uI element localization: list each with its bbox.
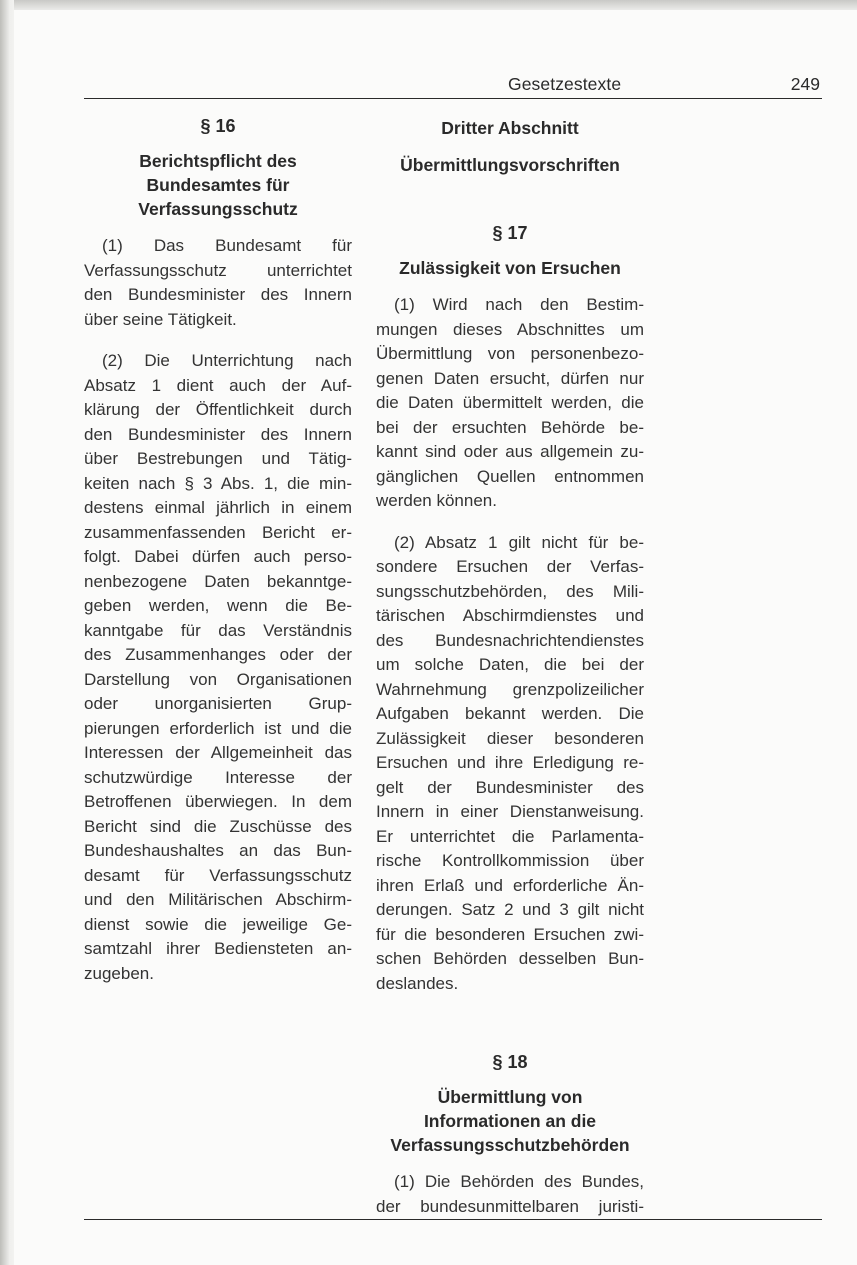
text-line: der bundesunmittelbaren juristi- — [376, 1196, 644, 1216]
footer-rule — [84, 1219, 822, 1220]
text-line: sungsschutzbehörden, des Mili- — [376, 581, 644, 601]
text-line: Darstellung von Organisationen — [84, 669, 352, 689]
scan-shadow-left — [0, 0, 14, 1265]
left-column — [84, 110, 352, 986]
text-line: über seine Tätigkeit. — [84, 309, 237, 329]
text-line: des Bundesnachrichtendienstes — [376, 630, 644, 650]
text-line: (2) Absatz 1 gilt nicht für be- — [394, 532, 644, 552]
text-line: zugeben. — [84, 963, 154, 983]
section-heading-17: Zulässigkeit von Ersuchen — [399, 258, 621, 278]
text-line: Zulässigkeit dieser besonderen — [376, 728, 644, 748]
text-line: zusammenfassenden Bericht er- — [84, 522, 352, 542]
running-title: Gesetzestexte — [508, 74, 622, 94]
text-line: bei der ersuchten Behörde be- — [376, 417, 644, 437]
heading-line: Übermittlung von — [437, 1087, 583, 1107]
text-line: (1) Das Bundesamt für — [102, 236, 352, 255]
text-line: und den Militärischen Abschirm- — [84, 890, 352, 909]
text-line: Interessen der Allgemeinheit das — [84, 743, 352, 762]
text-line: kanntgabe für das Verständnis — [84, 620, 352, 640]
text-line: für die besonderen Ersuchen zwi- — [376, 924, 644, 944]
text-line: folgt. Dabei dürfen auch perso- — [84, 547, 352, 566]
text-line: ihren Erlaß und erforderliche Än- — [376, 875, 644, 895]
text-line: tärischen Abschirmdienstes und — [376, 606, 644, 625]
text-line: keiten nach § 3 Abs. 1, die min- — [84, 473, 352, 493]
heading-line: Informationen an die — [423, 1111, 597, 1131]
text-line: geben werden, wenn die Be- — [84, 596, 352, 615]
section-number-18: § 18 — [492, 1052, 528, 1072]
text-line: (1) Wird nach den Bestim- — [394, 295, 644, 314]
heading-line: Bundesamtes für — [146, 175, 290, 195]
text-line: sondere Ersuchen der Verfas- — [376, 557, 644, 576]
text-line: um solche Daten, die bei der — [376, 655, 644, 674]
text-line: genen Daten ersucht, dürfen nur — [376, 368, 644, 388]
text-line: samtzahl ihrer Bediensteten an- — [84, 939, 352, 958]
part-title: Dritter Abschnitt — [441, 118, 579, 138]
text-line: Verfassungsschutz unterrichtet — [84, 260, 352, 280]
page-number: 249 — [790, 74, 820, 94]
text-line: kannt sind oder aus allgemein zu- — [376, 442, 644, 461]
text-line: gelt der Bundesminister des — [376, 777, 644, 797]
text-line: deslandes. — [376, 973, 459, 993]
text-line: Aufgaben bekannt werden. Die — [376, 704, 644, 723]
running-header — [84, 68, 822, 99]
right-column — [376, 110, 644, 1219]
text-line: schen Behörden desselben Bun- — [376, 949, 644, 968]
heading-line: Berichtspflicht des — [139, 151, 297, 171]
text-line: destens einmal jährlich in einem — [84, 498, 352, 517]
text-line: gänglichen Quellen entnommen — [376, 466, 644, 486]
text-line: Übermittlung von personenbezo- — [376, 344, 644, 363]
text-line: (2) Die Unterrichtung nach — [102, 351, 352, 370]
part-subtitle: Übermittlungsvorschriften — [400, 155, 620, 175]
paragraph-16-2 — [84, 349, 352, 986]
text-line: nenbezogene Daten bekanntge- — [84, 571, 352, 591]
text-line: über Bestrebungen und Tätig- — [84, 449, 352, 468]
text-line: die Daten übermittelt werden, die — [376, 393, 644, 412]
heading-line: Verfassungsschutz — [138, 199, 298, 219]
text-line: Betroffenen überwiegen. In dem — [84, 792, 352, 811]
text-line: (1) Die Behörden des Bundes, — [394, 1172, 644, 1191]
text-line: den Bundesminister des Innern — [84, 285, 352, 304]
text-line: Er unterrichtet die Parlamenta- — [376, 826, 644, 846]
text-line: werden können. — [376, 491, 497, 510]
paragraph-17-1 — [376, 293, 644, 514]
text-line: Bundeshaushaltes an das Bun- — [84, 841, 352, 860]
text-line: Wahrnehmung grenzpolizeilicher — [376, 679, 644, 699]
text-line: desamt für Verfassungsschutz — [84, 865, 352, 885]
paragraph-17-2 — [376, 531, 644, 997]
section-heading-18 — [376, 1085, 644, 1157]
text-line: Absatz 1 dient auch der Auf- — [84, 375, 352, 395]
paragraph-16-1 — [84, 234, 352, 332]
text-line: Ersuchen und ihre Erledigung re- — [376, 753, 644, 772]
text-line: klärung der Öffentlichkeit durch — [84, 400, 352, 419]
section-number-17: § 17 — [492, 223, 528, 243]
text-line: den Bundesminister des Innern — [84, 424, 352, 444]
text-line: des Zusammenhanges oder der — [84, 645, 352, 664]
text-line: oder unorganisierten Grup- — [84, 694, 352, 713]
paragraph-18-1 — [376, 1170, 644, 1219]
text-line: Bericht sind die Zuschüsse des — [84, 816, 352, 836]
section-heading-16 — [84, 149, 352, 221]
text-line: schutzwürdige Interesse der — [84, 767, 352, 787]
text-line: rische Kontrollkommission über — [376, 851, 644, 870]
text-line: mungen dieses Abschnittes um — [376, 319, 644, 339]
section-number-16: § 16 — [200, 116, 236, 136]
text-line: dienst sowie die jeweilige Ge- — [84, 914, 352, 934]
text-line: pierungen erforderlich ist und die — [84, 718, 352, 738]
text-line: derungen. Satz 2 und 3 gilt nicht — [376, 900, 644, 919]
heading-line: Verfassungsschutzbehörden — [390, 1135, 630, 1155]
text-line: Innern in einer Dienstanweisung. — [376, 802, 644, 821]
